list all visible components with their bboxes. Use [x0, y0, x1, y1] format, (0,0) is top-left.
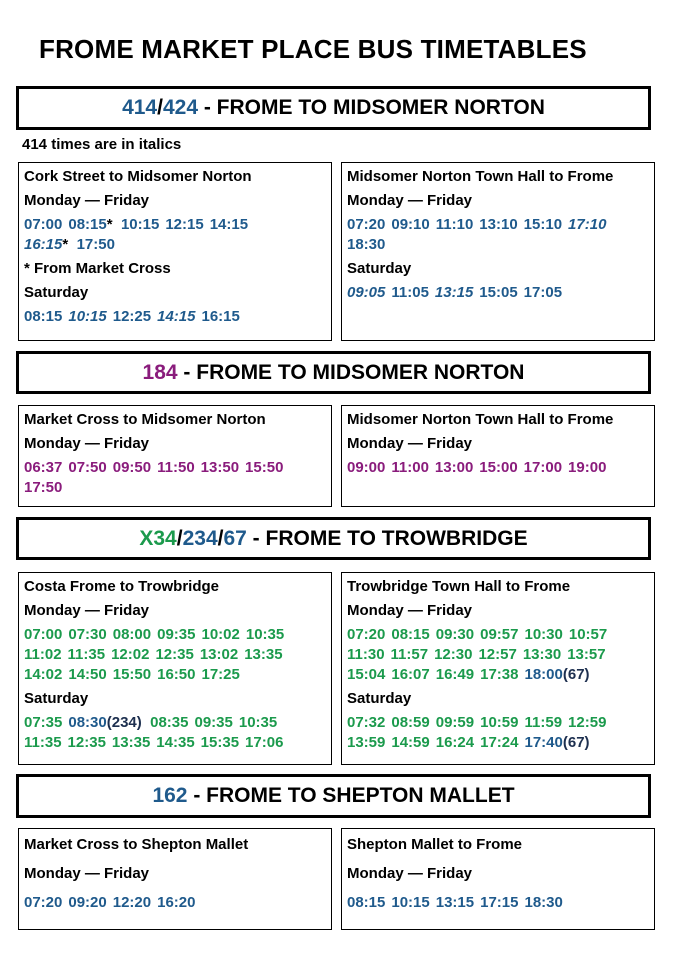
- weekday-times: [347, 458, 649, 478]
- time: 16:49: [435, 666, 475, 683]
- weekday-times: [347, 893, 649, 913]
- time: 08:15: [24, 308, 63, 325]
- timetable-midsomer-norton-to-frome-414: [341, 162, 655, 341]
- time: 07:35: [24, 714, 63, 731]
- time: 11:59: [524, 714, 563, 731]
- time: 09:35: [194, 714, 233, 731]
- time: 14:50: [68, 666, 107, 683]
- time: 15:00: [479, 459, 518, 476]
- time: 07:20: [347, 216, 386, 233]
- weekday-times: [24, 893, 326, 913]
- route-number: X34: [139, 527, 177, 550]
- time: 12:25: [112, 308, 152, 325]
- time: 17:06: [245, 734, 284, 751]
- route-destination: - FROME TO MIDSOMER NORTON: [177, 361, 525, 384]
- timetable-costa-frome-to-trowbridge: [18, 572, 332, 765]
- time: 13:00: [434, 459, 474, 476]
- time: 14:59: [391, 734, 430, 751]
- saturday-label: Saturday: [347, 690, 412, 707]
- time: 16:24: [435, 734, 475, 751]
- stop-heading: Midsomer Norton Town Hall to Frome: [347, 411, 614, 428]
- time: 15:50: [112, 666, 152, 683]
- time: 13:57: [567, 646, 606, 663]
- time: 09:30: [435, 626, 475, 643]
- weekday-label: Monday — Friday: [24, 435, 150, 452]
- stop-heading: Costa Frome to Trowbridge: [24, 578, 220, 595]
- time: 17:38: [480, 666, 519, 683]
- time: 10:30: [524, 626, 563, 643]
- time: 13:35: [244, 646, 283, 663]
- route-number: 67: [223, 527, 247, 550]
- time: 17:50: [24, 479, 63, 496]
- time: 17:05: [523, 284, 563, 301]
- weekday-label: Monday — Friday: [347, 192, 473, 209]
- saturday-times: [24, 713, 326, 753]
- time: 16:50: [157, 666, 196, 683]
- time: 07:20: [24, 894, 63, 911]
- time: 13:10: [479, 216, 518, 233]
- weekday-label: Monday — Friday: [347, 865, 473, 882]
- timetable-cork-street-to-midsomer-norton: [18, 162, 332, 341]
- time: 08:00: [112, 626, 152, 643]
- time: 10:02: [201, 626, 240, 643]
- time: 13:15: [435, 894, 475, 911]
- time: 16:20: [157, 894, 196, 911]
- time: 12:35: [155, 646, 194, 663]
- time: 07:30: [68, 626, 107, 643]
- page-title: FROME MARKET PLACE BUS TIMETABLES: [39, 34, 587, 64]
- footnote-marker: *: [62, 236, 69, 253]
- saturday-times: [24, 307, 326, 327]
- time: 12:02: [111, 646, 150, 663]
- weekday-times: [24, 458, 326, 498]
- time: 10:15: [391, 894, 430, 911]
- timetable-midsomer-norton-to-frome-184: [341, 405, 655, 507]
- weekday-label: Monday — Friday: [24, 192, 150, 209]
- time: 09:10: [391, 216, 430, 233]
- route-destination: - FROME TO SHEPTON MALLET: [187, 784, 515, 807]
- time: 07:20: [347, 626, 386, 643]
- time: 07:00: [24, 216, 63, 233]
- time: 08:15: [391, 626, 430, 643]
- time: 17:15: [480, 894, 519, 911]
- route-tag: (67): [562, 666, 590, 683]
- time: 06:37: [24, 459, 63, 476]
- time: 10:59: [480, 714, 519, 731]
- time: 12:35: [67, 734, 106, 751]
- stop-heading: Trowbridge Town Hall to Frome: [347, 578, 571, 595]
- saturday-label: Saturday: [347, 260, 412, 277]
- time: 08:30: [68, 714, 107, 731]
- time: 09:57: [480, 626, 519, 643]
- time: 15:05: [479, 284, 518, 301]
- time: 11:50: [157, 459, 195, 476]
- stop-heading: Market Cross to Midsomer Norton: [24, 411, 266, 428]
- route-tag: (67): [562, 734, 590, 751]
- timetable-shepton-mallet-to-frome: [341, 828, 655, 930]
- time: 11:30: [347, 646, 385, 663]
- time: 17:40: [524, 734, 563, 751]
- time: 12:15: [165, 216, 204, 233]
- time: 11:35: [24, 734, 62, 751]
- time: 12:57: [478, 646, 517, 663]
- stop-heading: Midsomer Norton Town Hall to Frome: [347, 168, 614, 185]
- time: 10:35: [245, 626, 285, 643]
- time: 09:50: [112, 459, 152, 476]
- time: 19:00: [568, 459, 607, 476]
- time: 10:15: [120, 216, 160, 233]
- timetable-market-cross-to-shepton-mallet: [18, 828, 332, 930]
- time: 07:32: [347, 714, 386, 731]
- time: 12:59: [568, 714, 607, 731]
- time: 10:15: [68, 308, 107, 325]
- time: 17:24: [480, 734, 519, 751]
- time: 07:50: [68, 459, 107, 476]
- time: 16:15: [201, 308, 240, 325]
- time: 08:15: [347, 894, 386, 911]
- time: 13:30: [522, 646, 562, 663]
- time: 11:35: [67, 646, 106, 663]
- time: 15:35: [200, 734, 240, 751]
- footnote-marker: *: [106, 216, 113, 233]
- time: 14:35: [156, 734, 195, 751]
- route-header-414-424: 414/424 - FROME TO MIDSOMER NORTON: [16, 86, 651, 130]
- time: 09:59: [435, 714, 475, 731]
- time: 13:35: [111, 734, 151, 751]
- time: 09:05: [347, 284, 386, 301]
- time: 17:25: [201, 666, 240, 683]
- time: 15:10: [523, 216, 563, 233]
- time: 16:15: [24, 236, 63, 253]
- time: 11:57: [390, 646, 429, 663]
- time: 13:50: [200, 459, 240, 476]
- time: 09:20: [68, 894, 107, 911]
- weekday-label: Monday — Friday: [347, 602, 473, 619]
- route-header-162: [16, 774, 651, 818]
- route-number: 424: [162, 96, 199, 119]
- weekday-label: Monday — Friday: [24, 865, 150, 882]
- time: 18:00: [524, 666, 563, 683]
- time: 18:30: [524, 894, 563, 911]
- italics-note: 414 times are in italics: [22, 136, 182, 153]
- time: 12:30: [434, 646, 473, 663]
- time: 11:05: [391, 284, 429, 301]
- time: 14:02: [24, 666, 63, 683]
- time: 10:57: [568, 626, 608, 643]
- route-header-x34-234-67: X34/234/67 - FROME TO TROWBRIDGE: [16, 517, 651, 560]
- weekday-times: [347, 625, 649, 685]
- time: 15:50: [245, 459, 284, 476]
- route-number: 234: [182, 527, 218, 550]
- route-number: 414: [122, 96, 158, 119]
- route-destination: - FROME TO TROWBRIDGE: [246, 527, 528, 550]
- time: 14:15: [209, 216, 249, 233]
- weekday-label: Monday — Friday: [347, 435, 473, 452]
- time: 14:15: [157, 308, 196, 325]
- timetable-trowbridge-to-frome: [341, 572, 655, 765]
- time: 09:00: [347, 459, 386, 476]
- footnote: * From Market Cross: [24, 260, 171, 277]
- time: 11:02: [24, 646, 62, 663]
- time: 13:15: [434, 284, 474, 301]
- route-header-184: [16, 351, 651, 394]
- route-number: 162: [152, 784, 188, 807]
- time: 11:10: [435, 216, 474, 233]
- weekday-label: Monday — Friday: [24, 602, 150, 619]
- saturday-times: [347, 713, 649, 753]
- time: 17:00: [523, 459, 563, 476]
- time: 10:35: [238, 714, 278, 731]
- saturday-times: [347, 283, 649, 303]
- time: 07:00: [24, 626, 63, 643]
- route-tag: (234): [106, 714, 142, 731]
- stop-heading: Market Cross to Shepton Mallet: [24, 836, 249, 853]
- time: 18:30: [347, 236, 386, 253]
- time: 17:50: [76, 236, 115, 253]
- route-destination: - FROME TO MIDSOMER NORTON: [198, 96, 545, 119]
- time: 16:07: [391, 666, 430, 683]
- stop-heading: Shepton Mallet to Frome: [347, 836, 523, 853]
- time: 11:00: [391, 459, 429, 476]
- timetable-market-cross-to-midsomer-norton: [18, 405, 332, 507]
- time: 15:04: [347, 666, 386, 683]
- time: 09:35: [157, 626, 196, 643]
- time: 17:10: [568, 216, 607, 233]
- route-number: 184: [142, 361, 178, 384]
- time: 08:59: [391, 714, 430, 731]
- time: 08:35: [150, 714, 189, 731]
- weekday-times: [24, 215, 326, 255]
- saturday-label: Saturday: [24, 284, 89, 301]
- time: 13:59: [347, 734, 386, 751]
- stop-heading: Cork Street to Midsomer Norton: [24, 168, 252, 185]
- time: 13:02: [199, 646, 239, 663]
- saturday-label: Saturday: [24, 690, 89, 707]
- weekday-times: [347, 215, 649, 255]
- time: 12:20: [112, 894, 152, 911]
- time: 08:15: [68, 216, 107, 233]
- weekday-times: [24, 625, 326, 685]
